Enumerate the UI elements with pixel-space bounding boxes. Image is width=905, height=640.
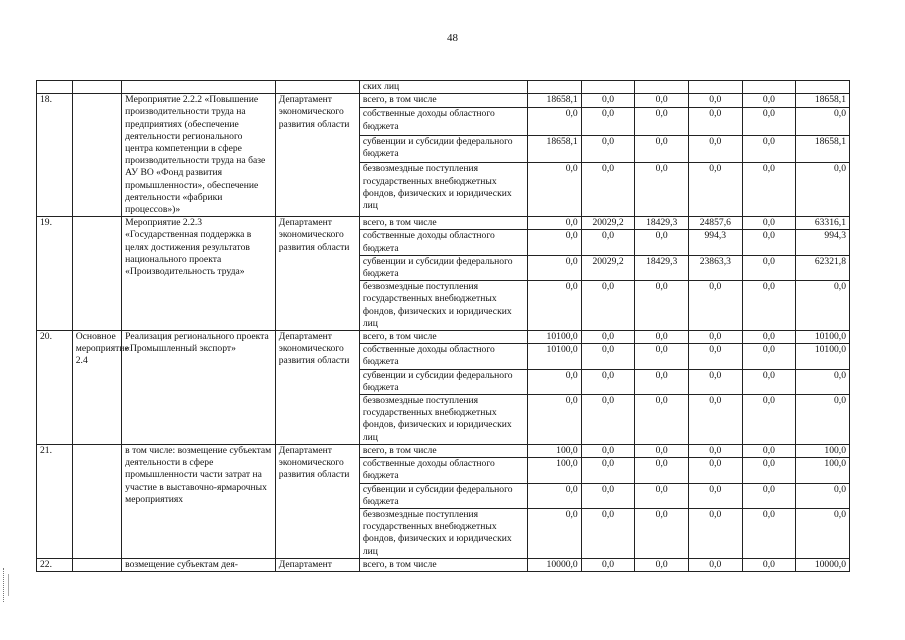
amount-cell: 10000,0	[528, 558, 582, 571]
amount-cell: 0,0	[688, 163, 742, 217]
amount-cell: 0,0	[742, 508, 796, 558]
amount-cell: 0,0	[742, 108, 796, 135]
responsible-cell: Департамент экономического развития области	[275, 444, 359, 558]
funding-source-cell: всего, в том числе	[359, 217, 527, 230]
amount-cell: 0,0	[796, 163, 850, 217]
amount-cell: 0,0	[742, 94, 796, 108]
table-row-continuation	[37, 81, 850, 94]
amount-cell: 0,0	[635, 281, 689, 331]
amount-cell: 18429,3	[635, 255, 689, 280]
amount-cell: 0,0	[688, 395, 742, 445]
amount-cell: 0,0	[635, 444, 689, 457]
page-number: 48	[447, 32, 458, 44]
amount-cell: 0,0	[635, 94, 689, 108]
amount-cell: 0,0	[688, 344, 742, 369]
amount-cell: 0,0	[528, 395, 582, 445]
funding-source-cell: всего, в том числе	[359, 444, 527, 457]
amount-cell: 0,0	[742, 458, 796, 483]
amount-cell: 63316,1	[796, 217, 850, 230]
amount-cell: 0,0	[528, 508, 582, 558]
amount-cell: 0,0	[796, 483, 850, 508]
amount-cell: 10100,0	[796, 344, 850, 369]
amount-cell: 23863,3	[688, 255, 742, 280]
amount-cell: 10000,0	[796, 558, 850, 571]
event-name-cell: Мероприятие 2.2.2 «Повышение производительности труда на предприятиях (обеспечение деятельности регионального центра компетенции в сфере производительности труда на базе АУ ВО «Фонд развития промышленности», обеспечение деятельности «фабрики процессов»)»	[122, 94, 276, 217]
amount-cell: 0,0	[688, 444, 742, 457]
table-body	[37, 81, 850, 572]
amount-cell: 0,0	[742, 255, 796, 280]
amount-cell: 0,0	[635, 163, 689, 217]
amount-cell: 0,0	[581, 108, 635, 135]
amount-cell: 0,0	[742, 281, 796, 331]
amount-cell: 10100,0	[528, 331, 582, 344]
main-event-cell	[72, 217, 121, 331]
amount-cell: 0,0	[528, 281, 582, 331]
amount-cell: 18658,1	[528, 94, 582, 108]
amount-cell: 0,0	[742, 217, 796, 230]
budget-table	[36, 80, 850, 572]
amount-cell: 100,0	[528, 444, 582, 457]
event-name-cell: Мероприятие 2.2.3 «Государственная поддержка в целях достижения результатов национального проекта «Производительность труда»	[122, 217, 276, 331]
responsible-cell: Департамент экономического развития области	[275, 331, 359, 445]
event-name-cell: Реализация регионального проекта «Промышленный экспорт»	[122, 331, 276, 445]
amount-cell: 0,0	[688, 94, 742, 108]
table-row	[37, 558, 850, 571]
amount-cell: 0,0	[796, 281, 850, 331]
amount-cell: 10100,0	[528, 344, 582, 369]
amount-cell: 0,0	[635, 508, 689, 558]
amount-cell: 0,0	[688, 483, 742, 508]
amount-cell: 20029,2	[581, 255, 635, 280]
table-row	[37, 94, 850, 108]
amount-cell: 0,0	[742, 444, 796, 457]
amount-cell: 0,0	[688, 135, 742, 162]
amount-cell: 0,0	[635, 108, 689, 135]
event-name-cell: возмещение субъектам дея-	[122, 558, 276, 571]
amount-cell: 0,0	[742, 331, 796, 344]
amount-cell: 100,0	[528, 458, 582, 483]
table-row	[37, 331, 850, 344]
amount-cell: 0,0	[635, 483, 689, 508]
amount-cell: 0,0	[581, 395, 635, 445]
main-event-cell	[72, 94, 121, 217]
amount-cell: 0,0	[688, 558, 742, 571]
amount-cell: 0,0	[742, 135, 796, 162]
funding-source-cell: безвозмездные поступления государственных внебюджетных фондов, физических и юридических лиц	[359, 508, 527, 558]
amount-cell: 0,0	[581, 94, 635, 108]
funding-source-cell: собственные доходы областного бюджета	[359, 230, 527, 255]
row-number-cell: 20.	[37, 331, 73, 445]
amount-cell: 0,0	[581, 230, 635, 255]
amount-cell: 0,0	[796, 395, 850, 445]
funding-source-cell: безвозмездные поступления государственных внебюджетных фондов, физических и юридических лиц	[359, 395, 527, 445]
amount-cell: 0,0	[635, 369, 689, 394]
amount-cell: 0,0	[688, 369, 742, 394]
funding-source-cell: субвенции и субсидии федерального бюджета	[359, 483, 527, 508]
amount-cell: 24857,6	[688, 217, 742, 230]
amount-cell: 0,0	[581, 344, 635, 369]
amount-cell: 0,0	[581, 135, 635, 162]
funding-source-cell: собственные доходы областного бюджета	[359, 458, 527, 483]
main-event-cell	[72, 558, 121, 571]
amount-cell: 0,0	[581, 369, 635, 394]
amount-cell: 0,0	[742, 369, 796, 394]
funding-source-cell: всего, в том числе	[359, 331, 527, 344]
amount-cell: 0,0	[742, 483, 796, 508]
responsible-cell: Департамент экономического развития области	[275, 217, 359, 331]
amount-cell: 18658,1	[528, 135, 582, 162]
amount-cell: 0,0	[581, 508, 635, 558]
amount-cell: 0,0	[581, 458, 635, 483]
amount-cell: 0,0	[742, 163, 796, 217]
amount-cell: 0,0	[635, 344, 689, 369]
amount-cell: 0,0	[635, 458, 689, 483]
amount-cell: 0,0	[528, 163, 582, 217]
funding-source-cell: всего, в том числе	[359, 558, 527, 571]
amount-cell: 0,0	[742, 230, 796, 255]
funding-source-cell: безвозмездные поступления государственных внебюджетных фондов, физических и юридических лиц	[359, 163, 527, 217]
scan-margin-mark-2	[8, 574, 11, 596]
amount-cell: 18658,1	[796, 135, 850, 162]
amount-cell: 0,0	[528, 230, 582, 255]
row-number-cell: 22.	[37, 558, 73, 571]
amount-cell: 0,0	[742, 558, 796, 571]
amount-cell: 0,0	[635, 331, 689, 344]
amount-cell: 62321,8	[796, 255, 850, 280]
amount-cell: 0,0	[742, 395, 796, 445]
funding-source-cell: субвенции и субсидии федерального бюджета	[359, 135, 527, 162]
amount-cell: 0,0	[581, 558, 635, 571]
table-row	[37, 217, 850, 230]
amount-cell: 0,0	[528, 108, 582, 135]
main-event-cell: Основное мероприятие 2.4	[72, 331, 121, 445]
responsible-cell: Департамент экономического развития области	[275, 94, 359, 217]
row-number-cell: 21.	[37, 444, 73, 558]
amount-cell: 0,0	[796, 508, 850, 558]
amount-cell: 0,0	[688, 281, 742, 331]
funding-source-cell: безвозмездные поступления государственных внебюджетных фондов, физических и юридических лиц	[359, 281, 527, 331]
table-row	[37, 444, 850, 457]
amount-cell: 0,0	[581, 331, 635, 344]
amount-cell: 0,0	[581, 444, 635, 457]
funding-source-cell: ских лиц	[359, 81, 527, 94]
amount-cell: 994,3	[796, 230, 850, 255]
funding-source-cell: субвенции и субсидии федерального бюджета	[359, 369, 527, 394]
amount-cell: 20029,2	[581, 217, 635, 230]
amount-cell: 0,0	[528, 369, 582, 394]
amount-cell: 0,0	[742, 344, 796, 369]
amount-cell: 0,0	[635, 230, 689, 255]
row-number-cell: 19.	[37, 217, 73, 331]
amount-cell: 0,0	[635, 558, 689, 571]
amount-cell: 0,0	[635, 395, 689, 445]
main-event-cell	[72, 444, 121, 558]
amount-cell: 0,0	[688, 331, 742, 344]
funding-source-cell: собственные доходы областного бюджета	[359, 344, 527, 369]
amount-cell: 0,0	[528, 483, 582, 508]
row-number-cell: 18.	[37, 94, 73, 217]
amount-cell: 0,0	[688, 108, 742, 135]
amount-cell: 0,0	[528, 255, 582, 280]
amount-cell: 0,0	[581, 163, 635, 217]
event-name-cell: в том числе: возмещение субъектам деятельности в сфере промышленности части затрат на участие в выставочно-ярмарочных мероприятиях	[122, 444, 276, 558]
amount-cell: 0,0	[635, 135, 689, 162]
amount-cell: 18658,1	[796, 94, 850, 108]
amount-cell: 18429,3	[635, 217, 689, 230]
amount-cell: 0,0	[688, 458, 742, 483]
amount-cell: 0,0	[528, 217, 582, 230]
funding-source-cell: собственные доходы областного бюджета	[359, 108, 527, 135]
funding-source-cell: всего, в том числе	[359, 94, 527, 108]
amount-cell: 0,0	[796, 108, 850, 135]
responsible-cell: Департамент	[275, 558, 359, 571]
amount-cell: 100,0	[796, 458, 850, 483]
amount-cell: 0,0	[581, 483, 635, 508]
funding-source-cell: субвенции и субсидии федерального бюджета	[359, 255, 527, 280]
amount-cell: 100,0	[796, 444, 850, 457]
amount-cell: 0,0	[581, 281, 635, 331]
amount-cell: 994,3	[688, 230, 742, 255]
amount-cell: 10100,0	[796, 331, 850, 344]
amount-cell: 0,0	[688, 508, 742, 558]
amount-cell: 0,0	[796, 369, 850, 394]
